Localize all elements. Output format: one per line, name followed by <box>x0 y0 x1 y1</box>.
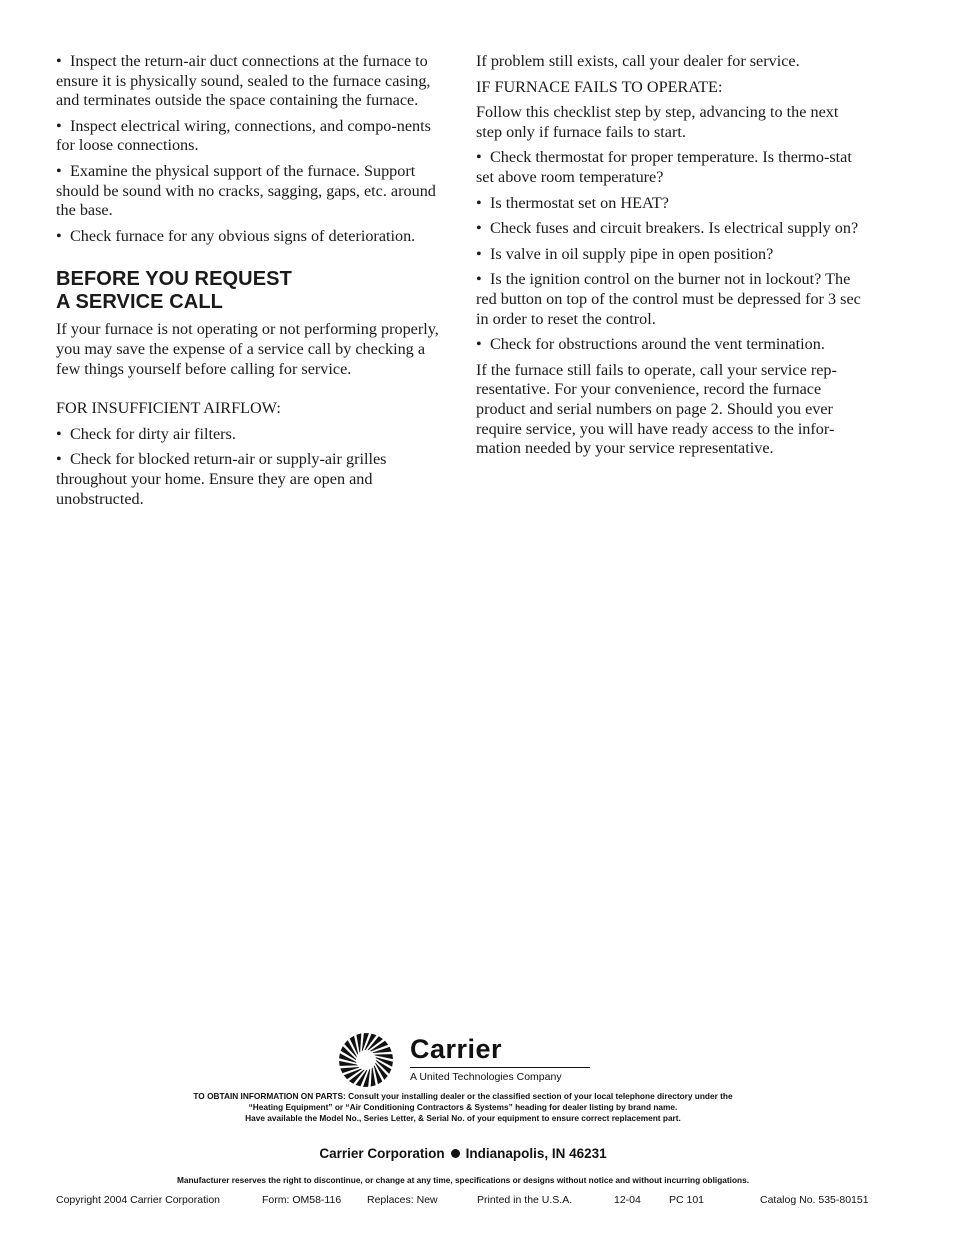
logo-wordmark: Carrier <box>410 1034 503 1064</box>
form-number: Form: OM58-116 <box>262 1194 342 1206</box>
parts-info: TO OBTAIN INFORMATION ON PARTS: Consult your installing dealer or the classified section of your local telephone directory under the “Heating Equipment” or “Air Conditioning Contractors & Systems” heading for dealer listing by brand name. Have available the Model No., Series Letter, & Serial No. of your equipment to ensure correct replacement part. <box>193 1091 733 1123</box>
list-item: • Examine the physical support of the furnace. Support should be sound with no cracks, sagging, gaps, etc. around the base. <box>56 161 436 220</box>
list-item: • Inspect electrical wiring, connections, and compo-nents for loose connections. <box>56 116 431 155</box>
intro-paragraph: If your furnace is not operating or not performing properly, you may save the expense of a service call by checking a few things yourself before calling for service. <box>56 320 439 378</box>
corporation-line: Carrier Corporation Indianapolis, IN 46231 <box>319 1146 607 1161</box>
checklist-intro: Follow this checklist step by step, advancing to the next step only if furnace fails to start. <box>476 103 839 141</box>
list-item: • Check fuses and circuit breakers. Is electrical supply on? <box>476 219 859 238</box>
fails-heading: IF FURNACE FAILS TO OPERATE: <box>476 77 723 96</box>
list-item: • Is thermostat set on HEAT? <box>476 193 669 212</box>
rights-notice: Manufacturer reserves the right to discontinue, or change at any time, specifications or designs without notice and without incurring obligations. <box>176 1175 750 1185</box>
closing-paragraph: If the furnace still fails to operate, call your service rep-resentative. For your convenience, record the furnace product and serial numbers on page 2. Should you ever require service, you will have ready access to the infor-mation needed by your service representative. <box>476 360 837 458</box>
left-column <box>56 52 448 515</box>
bullet-separator <box>451 1149 460 1158</box>
section-heading: BEFORE YOU REQUEST A SERVICE CALL <box>56 268 292 313</box>
carrier-sunburst-icon <box>336 1032 396 1088</box>
pc-code: PC 101 <box>669 1194 705 1206</box>
list-item: • Check for blocked return-air or supply-air grilles throughout your home. Ensure they are open and unobstructed. <box>56 450 387 508</box>
right-column <box>476 52 868 465</box>
date-code: 12-04 <box>614 1194 641 1206</box>
copyright: Copyright 2004 Carrier Corporation <box>56 1194 220 1206</box>
replaces: Replaces: New <box>367 1194 438 1206</box>
logo-divider <box>410 1067 590 1068</box>
printed-in: Printed in the U.S.A. <box>477 1194 573 1206</box>
list-item: • Check for dirty air filters. <box>56 424 236 443</box>
list-item: • Check for obstructions around the vent termination. <box>476 335 825 354</box>
logo-tagline: A United Technologies Company <box>410 1071 562 1083</box>
problem-text: If problem still exists, call your dealer for service. <box>476 52 800 70</box>
airflow-heading: FOR INSUFFICIENT AIRFLOW: <box>56 399 281 418</box>
list-item: • Check thermostat for proper temperature. Is thermo-stat set above room temperature? <box>476 148 852 186</box>
catalog-number: Catalog No. 535-80151 <box>760 1194 869 1206</box>
list-item: • Check furnace for any obvious signs of deterioration. <box>56 226 416 245</box>
list-item: • Is valve in oil supply pipe in open position? <box>476 244 774 263</box>
list-item: • Is the ignition control on the burner not in lockout? The red button on top of the control must be depressed for 3 sec in order to reset the control. <box>476 270 861 328</box>
list-item: • Inspect the return-air duct connections at the furnace to ensure it is physically sound, sealed to the furnace casing, and terminates outside the space containing the furnace. <box>56 52 431 110</box>
carrier-logo <box>336 1032 596 1088</box>
